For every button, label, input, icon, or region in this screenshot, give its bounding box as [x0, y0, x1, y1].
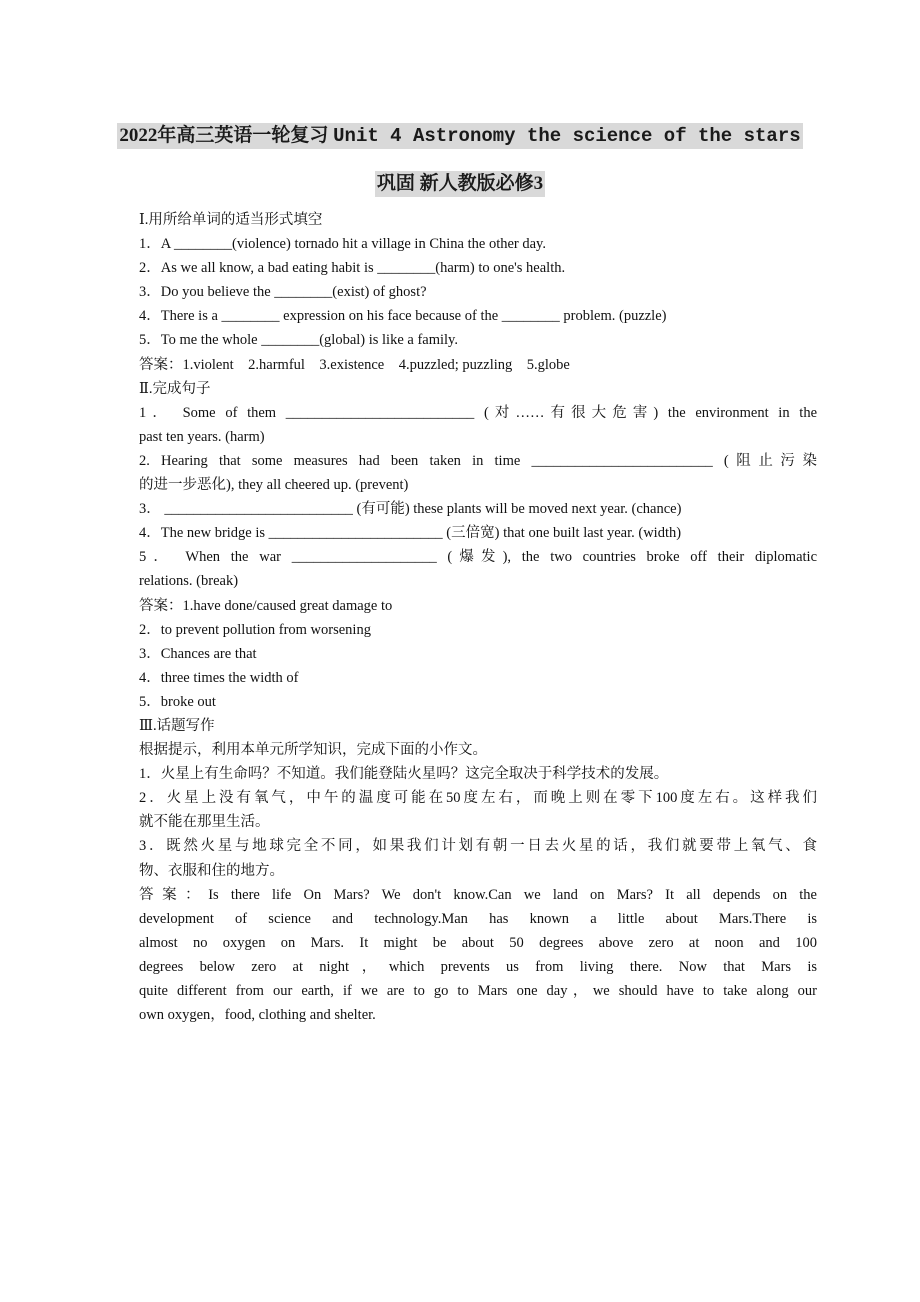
s3-prompt-1: 1．火星上有生命吗？不知道。我们能登陆火星吗？这完全取决于科学技术的发展。: [139, 766, 669, 783]
document-body: [139, 208, 817, 1027]
s1-answer: 答案：1.violent 2.harmful 3.existence 4.puzzled; puzzling 5.globe: [139, 356, 570, 373]
s3-prompt-3-line-2: 物、衣服和住的地方。: [139, 862, 284, 879]
s1-item-3: 3．Do you believe the ________(exist) of ghost?: [139, 284, 427, 301]
section-3-heading: Ⅲ.话题写作: [139, 717, 215, 734]
s3-prompt-2-line-2: 就不能在那里生活。: [139, 814, 270, 831]
s2-item-1-line-1: 1． Some of them __________________________ (对……有很大危害) the environment in the: [139, 404, 817, 421]
s3-answer-line-5: quite different from our earth, if we are to go to Mars one day，we should have to take along our: [139, 983, 817, 999]
s2-item-2-line-2: 的进一步恶化), they all cheered up. (prevent): [139, 477, 409, 494]
document-title: [117, 123, 802, 149]
s2-item-5-line-2: relations. (break): [139, 573, 239, 590]
title-line-2: [0, 171, 920, 197]
document-subtitle: 巩固 新人教版必修3: [375, 171, 545, 197]
s2-item-1-line-2: past ten years. (harm): [139, 428, 265, 445]
s2-answer-2: 2．to prevent pollution from worsening: [139, 621, 371, 638]
s2-answer-3: 3．Chances are that: [139, 645, 257, 662]
s2-answer-4: 4．three times the width of: [139, 669, 299, 686]
s3-intro: 根据提示，利用本单元所学知识，完成下面的小作文。: [139, 742, 487, 759]
s3-prompt-2-line-1: 2．火星上没有氧气，中午的温度可能在50度左右，而晚上则在零下100度左右。这样我们: [139, 790, 817, 807]
title-line-1: [0, 123, 920, 149]
s1-item-1: 1．A ________(violence) tornado hit a village in China the other day.: [139, 236, 546, 253]
s3-answer-line-4: degrees below zero at night，which prevents us from living there. Now that Mars is: [139, 958, 817, 975]
section-1-heading: Ⅰ.用所给单词的适当形式填空: [139, 212, 323, 228]
s1-item-5: 5．To me the whole ________(global) is like a family.: [139, 332, 458, 349]
s2-item-4: 4．The new bridge is ________________________ (三倍宽) that one built last year. (width): [139, 525, 682, 542]
s3-answer-line-3: almost no oxygen on Mars. It might be about 50 degrees above zero at noon and 100: [139, 934, 817, 951]
title-prefix: 2022年高三英语一轮复习: [119, 125, 334, 146]
s3-prompt-3-line-1: 3．既然火星与地球完全不同，如果我们计划有朝一日去火星的话，我们就要带上氧气、食: [139, 838, 817, 855]
s3-answer-last: own oxygen，food, clothing and shelter.: [139, 1007, 376, 1024]
section-2-heading: Ⅱ.完成句子: [139, 380, 211, 397]
s3-answer-line-1: 答案：Is there life On Mars? We don't know.Can we land on Mars? It all depends on the: [139, 886, 817, 903]
s3-answer-line-2: development of science and technology.Man has known a little about Mars.There is: [139, 910, 817, 927]
s2-item-3: 3． __________________________ (有可能) these plants will be moved next year. (chance): [139, 501, 682, 518]
s1-item-4: 4．There is a ________ expression on his face because of the ________ problem. (puzzle): [139, 308, 667, 325]
s2-answer-5: 5．broke out: [139, 693, 216, 710]
s2-answer-1: 答案：1.have done/caused great damage to: [139, 597, 393, 614]
s2-item-5-line-1: 5． When the war ____________________ (爆发), the two countries broke off their diplomatic: [139, 549, 817, 566]
s2-item-2-line-1: 2. Hearing that some measures had been taken in time _________________________ (阻止污染: [139, 452, 817, 469]
s1-item-2: 2．As we all know, a bad eating habit is ________(harm) to one's health.: [139, 260, 566, 277]
title-unit: Unit 4 Astronomy the science of the stars: [333, 125, 801, 147]
